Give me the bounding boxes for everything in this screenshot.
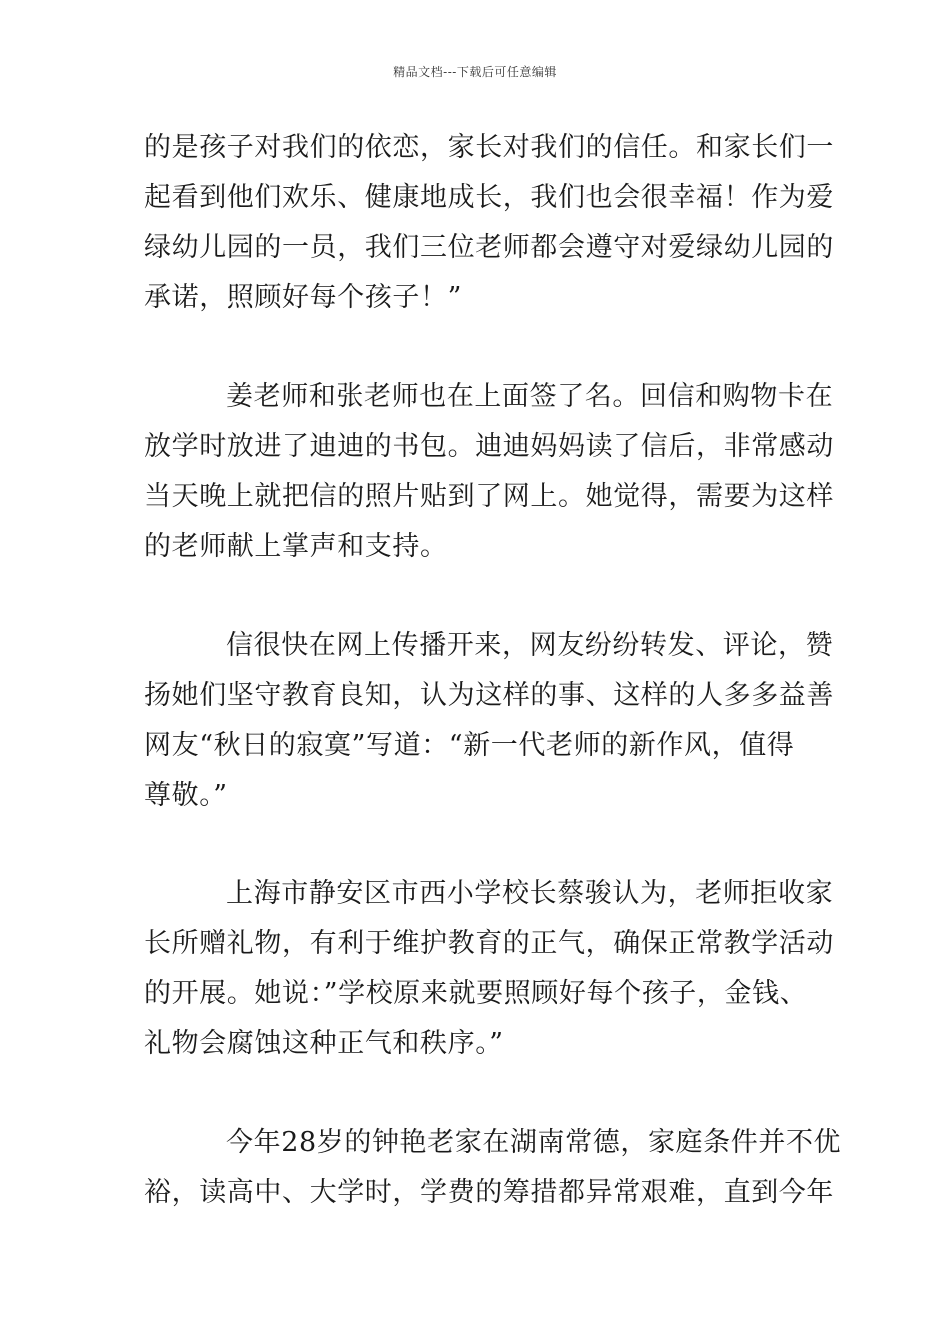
text-line: 绿幼儿园的一员，我们三位老师都会遵守对爱绿幼儿园的 bbox=[144, 232, 834, 263]
text-line: 今年28岁的钟艳老家在湖南常德，家庭条件并不优 bbox=[226, 1127, 842, 1158]
text-line: 的是孩子对我们的依恋，家长对我们的信任。和家长们一 bbox=[144, 132, 834, 163]
text-line: 网友“秋日的寂寞”写道：“新一代老师的新作风，值得 bbox=[144, 730, 795, 761]
text-line: 上海市静安区市西小学校长蔡骏认为，老师拒收家 bbox=[226, 878, 834, 909]
text-line: 承诺，照顾好每个孩子！” bbox=[144, 282, 463, 313]
text-line: 的开展。她说：”学校原来就要照顾好每个孩子，金钱、 bbox=[144, 978, 808, 1009]
page-header: 精品文档---下载后可任意编辑 bbox=[393, 65, 557, 79]
text-line: 的老师献上掌声和支持。 bbox=[144, 531, 448, 562]
text-line: 姜老师和张老师也在上面签了名。回信和购物卡在 bbox=[226, 381, 834, 412]
text-line: 扬她们坚守教育良知，认为这样的事、这样的人多多益善 bbox=[144, 680, 834, 711]
text-line: 信很快在网上传播开来，网友纷纷转发、评论，赞 bbox=[226, 630, 834, 661]
text-line: 当天晚上就把信的照片贴到了网上。她觉得，需要为这样 bbox=[144, 481, 834, 512]
text-line: 裕，读高中、大学时，学费的筹措都异常艰难，直到今年 bbox=[144, 1177, 834, 1208]
text-line: 起看到他们欢乐、健康地成长，我们也会很幸福！作为爱 bbox=[144, 182, 834, 213]
text-line: 尊敬。” bbox=[144, 780, 228, 811]
text-line: 长所赠礼物，有利于维护教育的正气，确保正常教学活动 bbox=[144, 928, 834, 959]
text-line: 礼物会腐蚀这种正气和秩序。” bbox=[144, 1028, 504, 1059]
text-line: 放学时放进了迪迪的书包。迪迪妈妈读了信后，非常感动 bbox=[144, 431, 834, 462]
